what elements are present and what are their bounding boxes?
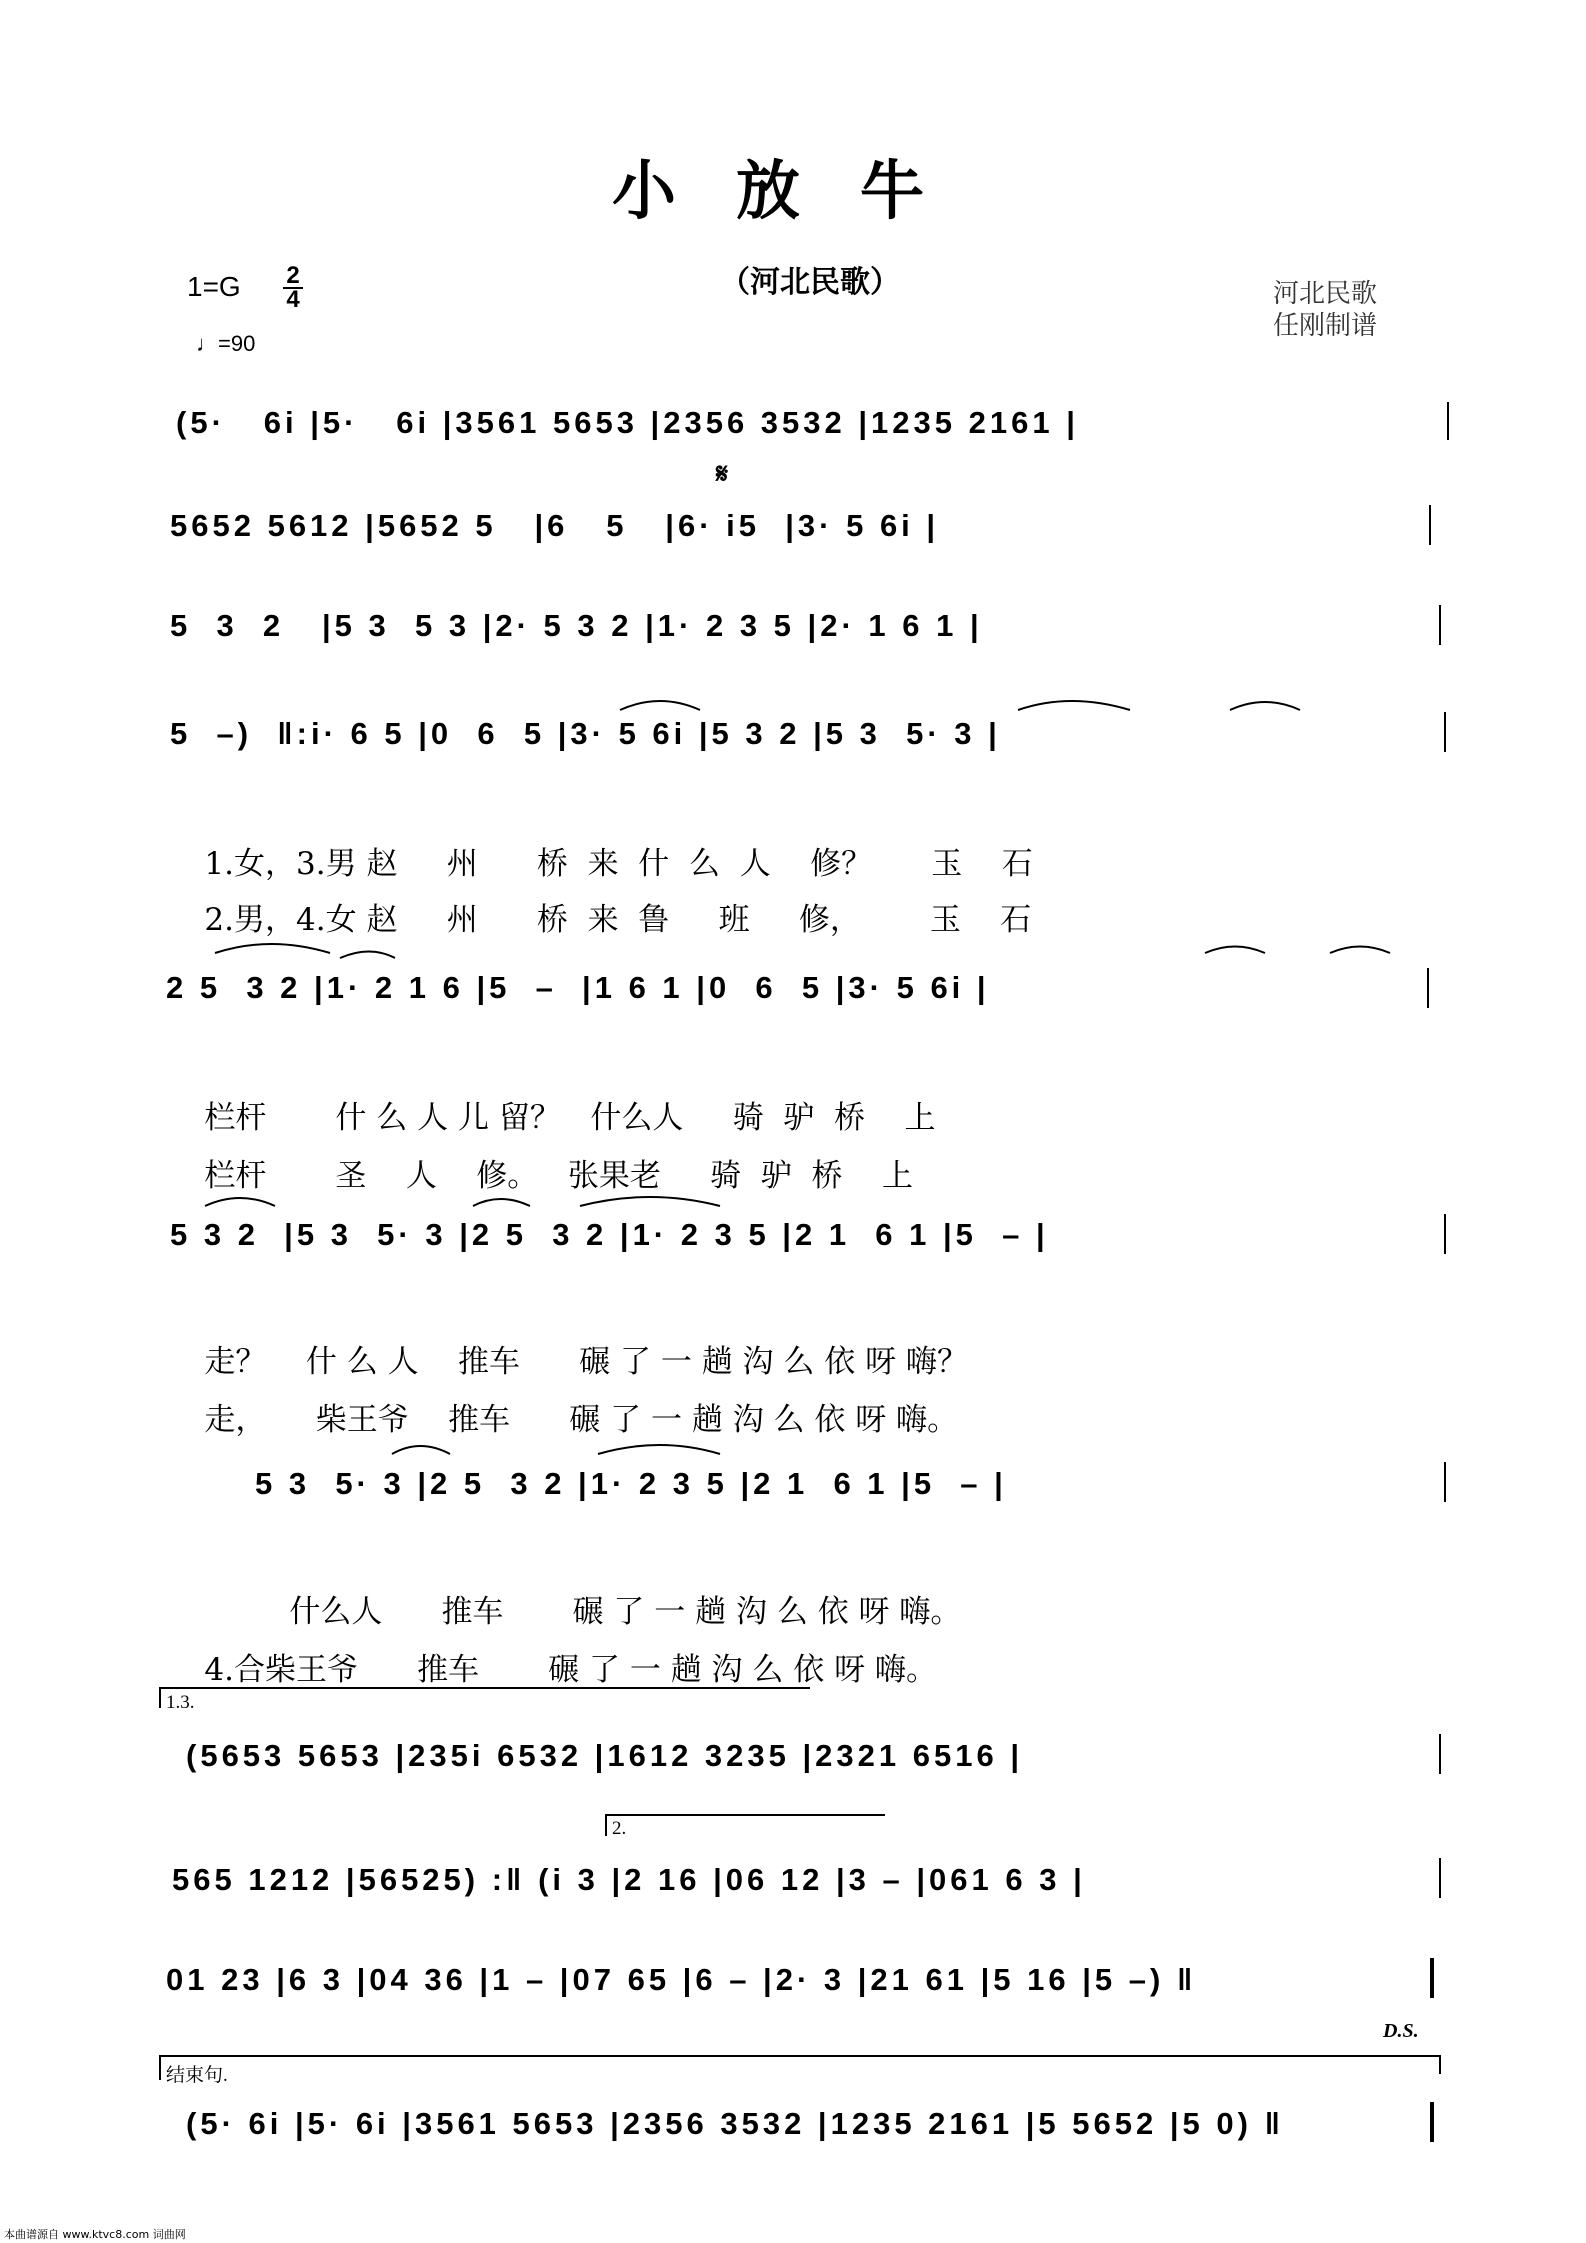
volta-second-label: 2. <box>612 1818 627 1839</box>
song-subtitle: （河北民歌） <box>720 266 900 299</box>
lyric-line-2a: 栏杆 什 么 人 儿 留？ 什么人 骑 驴 桥 上 <box>204 1100 936 1136</box>
credit-origin: 河北民歌 <box>1273 279 1378 309</box>
footer-source: 本曲谱源自 www.ktvc8.com 词曲网 <box>4 2228 186 2241</box>
slur <box>392 1446 450 1454</box>
slur <box>620 701 700 710</box>
volta-second-bracket <box>606 1815 885 1836</box>
slur <box>340 952 395 959</box>
slur <box>473 1199 530 1206</box>
lyric-line-4a: 什么人 推车 碾 了 一 趟 沟 么 依 呀 嗨。 <box>289 1594 962 1630</box>
slur <box>205 1198 275 1206</box>
credit-arranger: 任刚制谱 <box>1273 311 1378 341</box>
slur <box>1330 947 1390 954</box>
time-signature-top: 2 <box>286 262 300 289</box>
segno-sign: 𝄋 <box>716 458 733 489</box>
lyric-line-1a: 1.女，3.男 赵 州 桥 来 什 么 人 修？ 玉 石 <box>204 846 1033 882</box>
score-line-4: 5 –) ‖:i· 6 5 |0 6 5 |3· 5 6i |5 3 2 |5 3 5· 3 | <box>170 716 1001 751</box>
lyric-line-4b: 4.合柴王爷 推车 碾 了 一 趟 沟 么 依 呀 嗨。 <box>204 1652 937 1688</box>
song-title: 小放牛 <box>612 154 984 229</box>
volta-first-label: 1.3. <box>166 1692 195 1713</box>
slur <box>215 944 330 953</box>
slur <box>598 1445 720 1454</box>
score-line-3: 5 3 2 |5 3 5 3 |2· 5 3 2 |1· 2 3 5 |2· 1 6 1 | <box>170 608 983 643</box>
lyric-line-3a: 走？ 什 么 人 推车 碾 了 一 趟 沟 么 依 呀 嗨？ <box>204 1344 968 1380</box>
ending-label: 结束句. <box>166 2065 228 2086</box>
ending-bracket <box>160 2056 1440 2080</box>
lyric-line-3b: 走， 柴王爷 推车 碾 了 一 趟 沟 么 依 呀 嗨。 <box>204 1402 959 1438</box>
score-line-10: 01 23 |6 3 |04 36 |1 – |07 65 |6 – |2· 3 |21 61 |5 16 |5 –) ‖ <box>166 1962 1197 1997</box>
score-line-2: 5652 5612 |5652 5 |6 5 |6· i5 |3· 5 6i | <box>170 508 940 543</box>
dal-segno-marking: D.S. <box>1383 2020 1419 2042</box>
score-line-11: (5· 6i |5· 6i |3561 5653 |2356 3532 |1235 2161 |5 5652 |5 0) ‖ <box>186 2106 1284 2141</box>
slur <box>1018 701 1130 710</box>
tempo-marking: ♩=90 <box>196 331 256 356</box>
score-line-8: (5653 5653 |235i 6532 |1612 3235 |2321 6516 | <box>186 1738 1023 1773</box>
volta-first-bracket <box>160 1688 810 1708</box>
slur <box>1205 947 1265 954</box>
score-line-1: (5· 6i |5· 6i |3561 5653 |2356 3532 |1235 2161 | <box>176 405 1079 440</box>
lyric-line-2b: 栏杆 圣 人 修。 张果老 骑 驴 桥 上 <box>204 1158 913 1194</box>
slur <box>1230 702 1300 710</box>
key-signature: 1=G <box>187 271 241 302</box>
slur <box>580 1197 720 1206</box>
score-line-6: 5 3 2 |5 3 5· 3 |2 5 3 2 |1· 2 3 5 |2 1 6 1 |5 – | <box>170 1217 1049 1252</box>
score-line-9: 565 1212 |56525) :‖ (i 3 |2 16 |06 12 |3 – |061 6 3 | <box>172 1862 1086 1897</box>
score-line-5: 2 5 3 2 |1· 2 1 6 |5 – |1 6 1 |0 6 5 |3· 5 6i | <box>166 970 990 1005</box>
score-line-7: 5 3 5· 3 |2 5 3 2 |1· 2 3 5 |2 1 6 1 |5 – | <box>255 1466 1007 1501</box>
time-signature-bottom: 4 <box>283 287 303 311</box>
lyric-line-1b: 2.男，4.女 赵 州 桥 来 鲁 班 修， 玉 石 <box>204 902 1032 938</box>
